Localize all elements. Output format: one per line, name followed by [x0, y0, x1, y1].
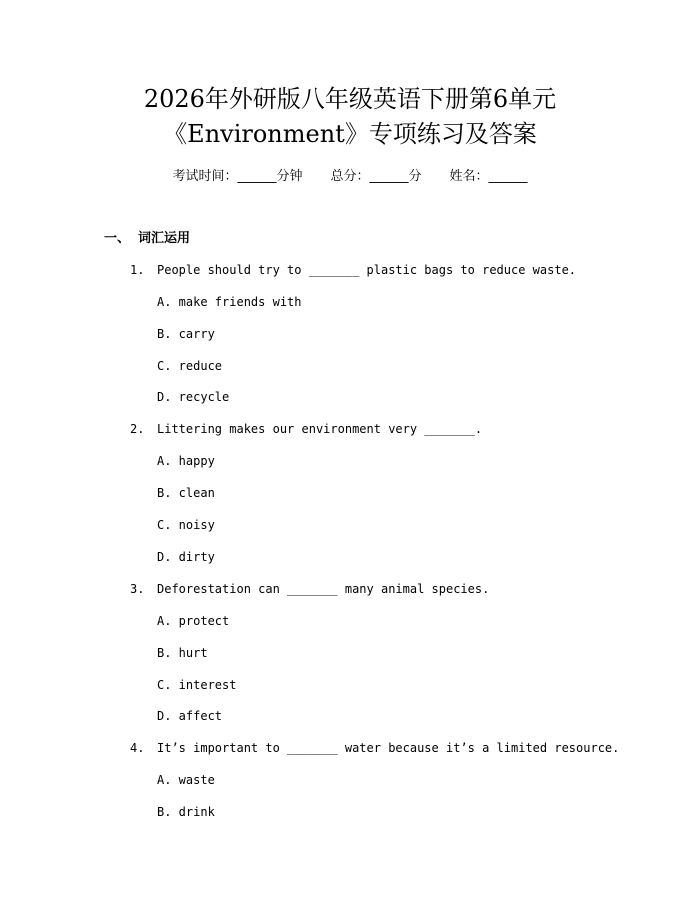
- question-3-option-a: A. protect: [157, 614, 230, 628]
- question-4-option-a: A. waste: [157, 773, 215, 787]
- section-heading: [104, 230, 190, 248]
- question-text: People should try to _______ plastic bags to reduce waste.: [157, 263, 577, 277]
- question-3: [130, 581, 489, 597]
- question-3-option-b: B. hurt: [157, 646, 208, 660]
- student-name-field: 姓名：______: [449, 169, 528, 184]
- exam-score-field: 总分：______分: [330, 169, 422, 184]
- section-title: 词汇运用: [138, 231, 191, 246]
- question-1: [130, 262, 576, 278]
- question-2-option-b: B. clean: [157, 486, 215, 500]
- question-number: 4.: [130, 741, 145, 755]
- question-2-option-a: A. happy: [157, 454, 215, 468]
- question-2-option-d: D. dirty: [157, 550, 215, 564]
- question-1-option-d: D. recycle: [157, 390, 230, 404]
- section-number: 一、: [104, 231, 131, 246]
- question-number: 2.: [130, 422, 145, 436]
- question-3-option-d: D. affect: [157, 709, 223, 723]
- question-4: [130, 740, 619, 756]
- question-1-option-b: B. carry: [157, 327, 215, 341]
- exam-time-field: 考试时间：______分钟: [172, 169, 303, 184]
- question-2-option-c: C. noisy: [157, 518, 215, 532]
- question-number: 3.: [130, 582, 145, 596]
- question-text: It’s important to _______ water because it’s a limited resource.: [157, 741, 620, 755]
- question-number: 1.: [130, 263, 145, 277]
- question-4-option-b: B. drink: [157, 805, 215, 819]
- question-1-option-a: A. make friends with: [157, 295, 302, 309]
- question-1-option-c: C. reduce: [157, 359, 223, 373]
- document-title-line-2: 《Environment》专项练习及答案: [163, 120, 537, 148]
- question-3-option-c: C. interest: [157, 678, 237, 692]
- question-text: Deforestation can _______ many animal species.: [157, 582, 490, 596]
- question-2: [130, 421, 482, 437]
- document-title-line-1: 2026年外研版八年级英语下册第6单元: [143, 85, 557, 113]
- question-text: Littering makes our environment very _______.: [157, 422, 483, 436]
- exam-info: [0, 168, 700, 186]
